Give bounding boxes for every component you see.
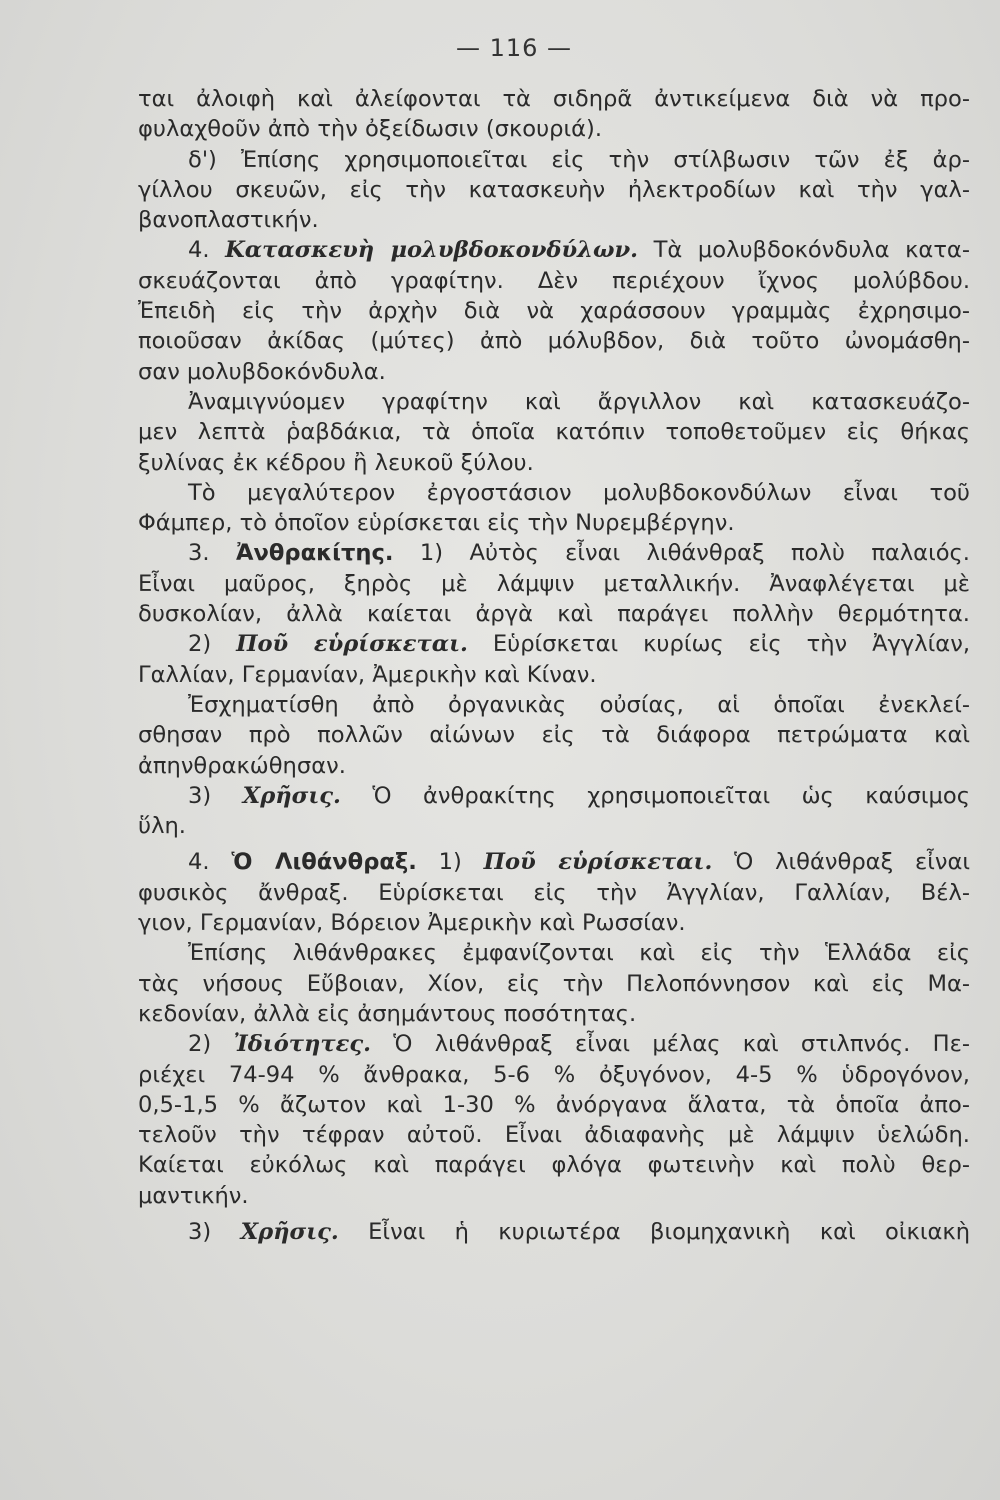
page-number: — 116 — [455, 34, 573, 62]
line-text: τὰς νήσους Εὔβοιαν, Χίον, εἰς τὴν Πελοπόννησον καὶ εἰς Μα- [138, 970, 970, 997]
line-text: φυσικὸς ἄνθραξ. Εὑρίσκεται εἰς τὴν Ἀγγλίαν, Γαλλίαν, Βέλ- [138, 879, 970, 906]
text-line-l09 [138, 326, 970, 356]
line-text: ται ἀλοιφὴ καὶ ἀλείφονται τὰ σιδηρᾶ ἀντικείμενα διὰ νὰ προ- [138, 86, 970, 112]
line-text: Ἐσχηματίσθη ἀπὸ ὀργανικὰς οὐσίας, αἱ ὁποῖαι ἐνεκλεί- [188, 691, 970, 718]
section-heading: Χρῆσις. [242, 782, 341, 809]
line-text: ξυλίνας ἐκ κέδρου ἢ λευκοῦ ξύλου. [138, 449, 534, 476]
line-text: φυλαχθοῦν ἀπὸ τὴν ὀξείδωσιν (σκουριά). [138, 116, 603, 143]
section-title: Ἀνθρακίτης. [236, 540, 394, 567]
line-text: 4. [188, 849, 232, 876]
text-line-l19 [138, 629, 970, 659]
text-line-l11 [138, 387, 970, 417]
text-line-l05 [138, 205, 970, 235]
text-line-l27 [138, 878, 970, 908]
text-line-l14 [138, 478, 970, 508]
line-text: μεν λεπτὰ ῥαβδάκια, τὰ ὁποῖα κατόπιν τοποθετοῦμεν εἰς θήκας [138, 419, 970, 446]
section-title: Ὁ Λιθάνθραξ. [231, 849, 417, 876]
line-text: σθησαν πρὸ πολλῶν αἰώνων εἰς τὰ διάφορα πετρώματα καὶ [138, 722, 970, 749]
line-text: Ἐπίσης λιθάνθρακες ἐμφανίζονται καὶ εἰς τὴν Ἑλλάδα εἰς [188, 940, 970, 967]
line-text: 0,5-1,5 % ἄζωτον καὶ 1-30 % ἀνόργανα ἅλατα, τὰ ὁποῖα ἀπο- [138, 1091, 970, 1118]
text-line-l24 [138, 781, 970, 811]
line-text: Φάμπερ, τὸ ὁποῖον εὑρίσκεται εἰς τὴν Νυρεμβέργην. [138, 510, 735, 537]
text-line-l16 [138, 538, 970, 568]
section-heading: Χρῆσις. [240, 1218, 339, 1245]
text-line-l01 [138, 84, 970, 114]
line-text: σκευάζονται ἀπὸ γραφίτην. Δὲν περιέχουν ἴχνος μολύβδου. [138, 267, 970, 294]
text-line-l22 [138, 720, 970, 750]
text-line-l17 [138, 569, 970, 599]
line-text: Καίεται εὐκόλως καὶ παράγει φλόγα φωτεινὴν καὶ πολὺ θερ- [138, 1152, 970, 1179]
line-text: Τὰ μολυβδοκόνδυλα κατα- [638, 237, 970, 264]
line-text: τελοῦν τὴν τέφραν αὐτοῦ. Εἶναι ἀδιαφανὴς μὲ λάμψιν ὑελώδη. [138, 1122, 970, 1149]
line-text: δυσκολίαν, ἀλλὰ καίεται ἀργὰ καὶ παράγει πολλὴν θερμότητα. [138, 601, 970, 628]
text-line-l23 [138, 751, 970, 781]
line-text: βανοπλαστικήν. [138, 207, 319, 234]
text-line-l35 [138, 1120, 970, 1150]
text-line-l36 [138, 1150, 970, 1180]
text-line-l03 [138, 145, 970, 175]
text-body [138, 84, 970, 1247]
text-line-l12 [138, 417, 970, 447]
text-line-l06 [138, 235, 970, 265]
line-text: Τὸ μεγαλύτερον ἐργοστάσιον μολυβδοκονδύλων εἶναι τοῦ [188, 479, 970, 506]
text-line-l38 [138, 1217, 970, 1247]
line-text: 1) Αὐτὸς εἶναι λιθάνθραξ πολὺ παλαιός. [393, 540, 970, 567]
text-line-l10 [138, 357, 970, 387]
line-text: Ὁ λιθάνθραξ εἶναι [712, 849, 970, 876]
line-text: ἀπηνθρακώθησαν. [138, 752, 346, 779]
line-text: 2) [188, 631, 237, 658]
text-line-l13 [138, 448, 970, 478]
line-text: Ὁ ἀνθρακίτης χρησιμοποιεῖται ὡς καύσιμος [340, 782, 970, 809]
text-line-l08 [138, 296, 970, 326]
text-line-l21 [138, 690, 970, 720]
line-text: Γαλλίαν, Γερμανίαν, Ἀμερικὴν καὶ Κίναν. [138, 661, 597, 688]
line-text: ὕλη. [138, 813, 186, 840]
line-text: ποιοῦσαν ἀκίδας (μύτες) ἀπὸ μόλυβδον, διὰ τοῦτο ὠνομάσθη- [138, 328, 970, 355]
line-text: δ') Ἐπίσης χρησιμοποιεῖται εἰς τὴν στίλβωσιν τῶν ἐξ ἀρ- [188, 146, 970, 173]
text-line-l20 [138, 660, 970, 690]
line-text: Εὑρίσκεται κυρίως εἰς τὴν Ἀγγλίαν, [467, 631, 970, 658]
line-text: γιον, Γερμανίαν, Βόρειον Ἀμερικὴν καὶ Ρωσσίαν. [138, 910, 686, 937]
line-text: ριέχει 74-94 % ἄνθρακα, 5-6 % ὀξυγόνον, 4-5 % ὑδρογόνον, [138, 1061, 970, 1088]
text-line-l31 [138, 999, 970, 1029]
section-heading: Ἰδιότητες. [233, 1031, 371, 1058]
text-line-l02 [138, 114, 970, 144]
text-line-l04 [138, 175, 970, 205]
line-text: 2) [188, 1031, 234, 1058]
line-text: 1) [416, 849, 484, 876]
text-line-l18 [138, 599, 970, 629]
text-line-l30 [138, 969, 970, 999]
text-line-l29 [138, 938, 970, 968]
text-line-l25 [138, 811, 970, 841]
line-text: 3. [188, 540, 236, 567]
text-line-l33 [138, 1060, 970, 1090]
section-heading: Κατασκευὴ μολυβδοκονδύλων. [225, 237, 639, 264]
text-line-l28 [138, 908, 970, 938]
line-text: Ἐπειδὴ εἰς τὴν ἀρχὴν διὰ νὰ χαράσσουν γραμμὰς ἐχρησιμο- [138, 298, 970, 325]
line-text: 3) [188, 1218, 241, 1245]
line-text: Εἶναι μαῦρος, ξηρὸς μὲ λάμψιν μεταλλικήν. Ἀναφλέγεται μὲ [138, 570, 970, 597]
text-line-l34 [138, 1090, 970, 1120]
line-text: Εἶναι ἡ κυριωτέρα βιομηχανικὴ καὶ οἰκιακὴ [338, 1218, 970, 1245]
text-line-l15 [138, 508, 970, 538]
line-text: γίλλου σκευῶν, εἰς τὴν κατασκευὴν ἠλεκτροδίων καὶ τὴν γαλ- [138, 176, 970, 203]
section-heading: Ποῦ εὑρίσκεται. [236, 631, 468, 658]
text-line-l07 [138, 266, 970, 296]
line-text: μαντικήν. [138, 1182, 249, 1209]
line-text: κεδονίαν, ἀλλὰ εἰς ἀσημάντους ποσότητας. [138, 1000, 637, 1027]
line-text: 4. [188, 237, 226, 264]
line-text: Ἀναμιγνύομεν γραφίτην καὶ ἄργιλλον καὶ κατασκευάζο- [188, 388, 970, 415]
text-line-l32 [138, 1029, 970, 1059]
text-line-l37 [138, 1181, 970, 1211]
section-heading: Ποῦ εὑρίσκεται. [483, 849, 713, 876]
line-text: σαν μολυβδοκόνδυλα. [138, 358, 386, 385]
line-text: 3) [188, 782, 243, 809]
line-text: Ὁ λιθάνθραξ εἶναι μέλας καὶ στιλπνός. Πε- [370, 1031, 970, 1058]
text-line-l26 [138, 847, 970, 877]
